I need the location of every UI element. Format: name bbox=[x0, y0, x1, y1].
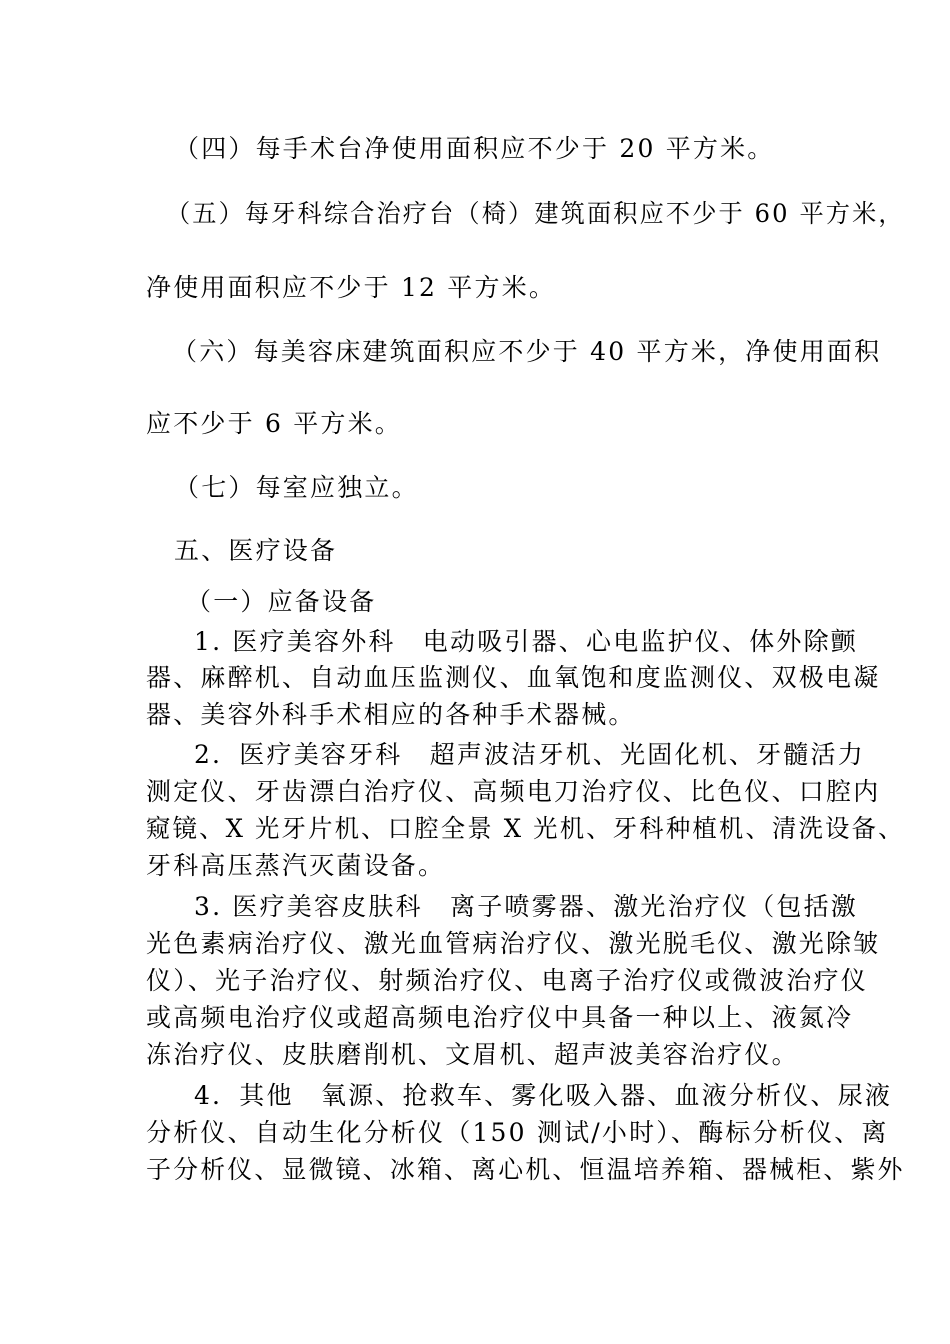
paragraph-line: 器、美容外科手术相应的各种手术器械。 bbox=[146, 700, 636, 729]
paragraph-line: 冻治疗仪、皮肤磨削机、文眉机、超声波美容治疗仪。 bbox=[146, 1040, 799, 1069]
paragraph-line: （七）每室应独立。 bbox=[174, 473, 419, 502]
paragraph-line: 应不少于 6 平方米。 bbox=[146, 409, 402, 438]
paragraph-line: 3. 医疗美容皮肤科 离子喷雾器、激光治疗仪（包括激 bbox=[194, 892, 859, 921]
paragraph-line: 器、麻醉机、自动血压监测仪、血氧饱和度监测仪、双极电凝 bbox=[146, 663, 881, 692]
paragraph-line: 2．医疗美容牙科 超声波洁牙机、光固化机、牙髓活力 bbox=[194, 740, 865, 769]
paragraph-line: 牙科高压蒸汽灭菌设备。 bbox=[146, 851, 446, 880]
paragraph-line: 或高频电治疗仪或超高频电治疗仪中具备一种以上、液氮冷 bbox=[146, 1003, 854, 1032]
paragraph-line: 测定仪、牙齿漂白治疗仪、高频电刀治疗仪、比色仪、口腔内 bbox=[146, 777, 881, 806]
paragraph-line: 光色素病治疗仪、激光血管病治疗仪、激光脱毛仪、激光除皱 bbox=[146, 929, 881, 958]
paragraph-line: 4．其他 氧源、抢救车、雾化吸入器、血液分析仪、尿液 bbox=[194, 1081, 893, 1110]
paragraph-line: 分析仪、自动生化分析仪（150 测试/小时）、酶标分析仪、离 bbox=[146, 1118, 889, 1147]
paragraph-line: 子分析仪、显微镜、冰箱、离心机、恒温培养箱、器械柜、紫外 bbox=[146, 1155, 905, 1184]
paragraph-line: （五）每牙科综合治疗台（椅）建筑面积应不少于 60 平方米， bbox=[166, 199, 905, 228]
paragraph-line: （四）每手术台净使用面积应不少于 20 平方米。 bbox=[174, 134, 775, 163]
paragraph-line: 窥镜、X 光牙片机、口腔全景 X 光机、牙科种植机、清洗设备、 bbox=[146, 814, 905, 843]
subsection-heading: （一）应备设备 bbox=[186, 587, 377, 616]
paragraph-line: （六）每美容床建筑面积应不少于 40 平方米，净使用面积 bbox=[172, 337, 882, 366]
paragraph-line: 仪）、光子治疗仪、射频治疗仪、电离子治疗仪或微波治疗仪 bbox=[146, 966, 868, 995]
section-heading: 五、医疗设备 bbox=[174, 536, 338, 565]
paragraph-line: 1. 医疗美容外科 电动吸引器、心电监护仪、体外除颤 bbox=[194, 627, 859, 656]
paragraph-line: 净使用面积应不少于 12 平方米。 bbox=[146, 273, 557, 302]
